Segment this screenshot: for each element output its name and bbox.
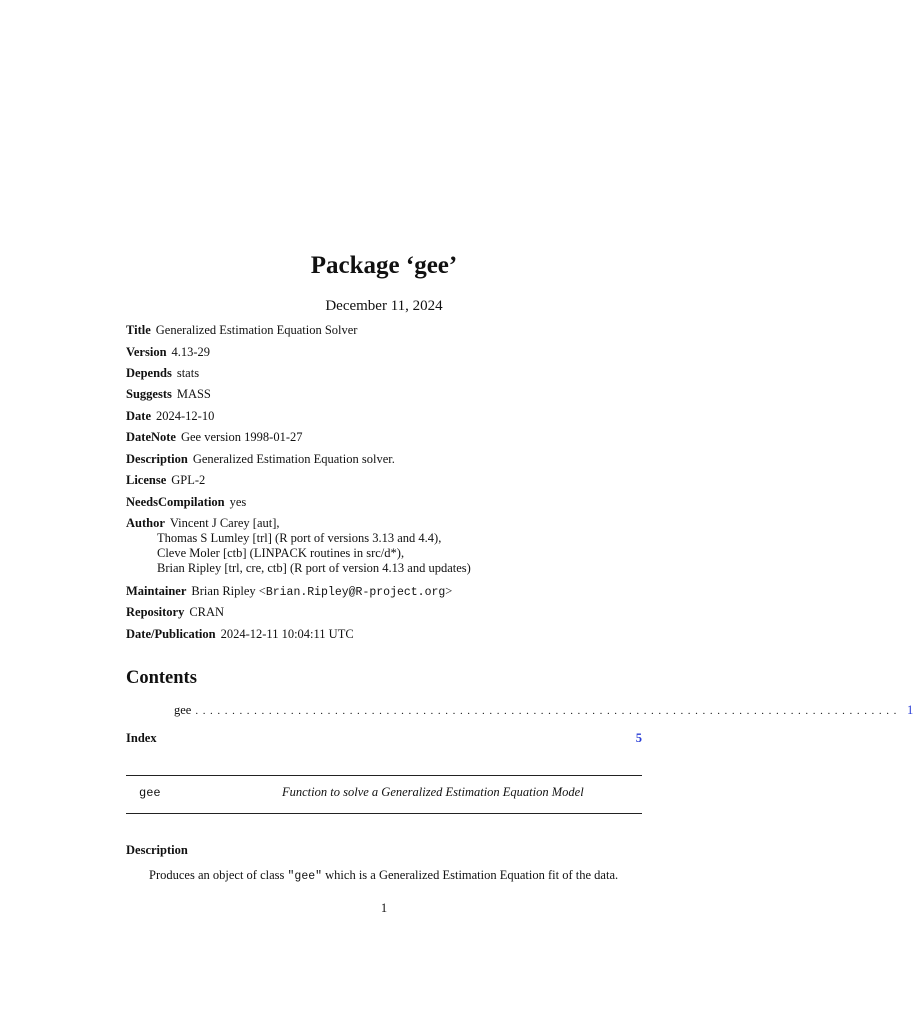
field-key: Author — [126, 516, 165, 530]
toc-leader-dots: ................................................................................................ — [195, 705, 901, 717]
field-key: Suggests — [126, 387, 172, 401]
field-key: Description — [126, 452, 188, 466]
toc-page-link[interactable]: 1 — [906, 703, 913, 717]
description-text: Produces an object of class — [149, 868, 288, 882]
contents-heading: Contents — [126, 668, 197, 688]
field-license — [126, 472, 205, 488]
field-key: Title — [126, 323, 151, 337]
topic-rule-top — [126, 775, 642, 776]
field-datenote — [126, 429, 302, 445]
field-value: Vincent J Carey [aut], — [169, 516, 280, 530]
topic-name: gee — [139, 786, 161, 800]
package-title: Package ‘gee’ — [310, 252, 458, 279]
field-value: 2024-12-11 10:04:11 UTC — [220, 627, 354, 641]
author-line: Thomas S Lumley [trl] (R port of versions 3.13 and 4.4), — [157, 531, 442, 545]
field-value: Generalized Estimation Equation Solver — [155, 323, 358, 337]
description-paragraph — [149, 867, 618, 885]
field-value: 4.13-29 — [171, 345, 211, 359]
field-value: GPL-2 — [171, 473, 206, 487]
field-value: CRAN — [189, 605, 225, 619]
class-code: "gee" — [287, 870, 323, 883]
field-key: License — [126, 473, 167, 487]
field-description — [126, 451, 395, 467]
topic-title: Function to solve a Generalized Estimation Equation Model — [282, 785, 584, 799]
package-date: December 11, 2024 — [325, 298, 443, 314]
field-date — [126, 408, 214, 424]
email-close-bracket: > — [445, 584, 453, 598]
email-open-bracket: < — [258, 584, 266, 598]
maintainer-email[interactable]: Brian.Ripley@R-project.org — [265, 586, 446, 599]
field-key: Repository — [126, 605, 185, 619]
field-author — [126, 515, 280, 531]
field-title — [126, 322, 357, 338]
author-line: Cleve Moler [ctb] (LINPACK routines in src/d*), — [157, 546, 405, 560]
page-number: 1 — [380, 901, 388, 915]
field-key: DateNote — [126, 430, 176, 444]
author-line: Brian Ripley [trl, cre, ctb] (R port of version 4.13 and updates) — [157, 561, 471, 575]
toc-index-page-link[interactable]: 5 — [635, 731, 642, 745]
toc-index[interactable] — [126, 730, 642, 746]
field-maintainer — [126, 583, 452, 601]
field-publication — [126, 626, 354, 642]
toc-label[interactable]: gee — [174, 703, 192, 717]
field-value: MASS — [176, 387, 211, 401]
field-key: Maintainer — [126, 584, 187, 598]
field-version — [126, 344, 210, 360]
field-value: Generalized Estimation Equation solver. — [192, 452, 395, 466]
maintainer-name: Brian Ripley — [191, 584, 256, 598]
field-repository — [126, 604, 224, 620]
field-key: Depends — [126, 366, 172, 380]
section-heading: Description — [126, 843, 188, 857]
field-key: Version — [126, 345, 167, 359]
toc-index-label[interactable]: Index — [126, 731, 157, 745]
description-text: which is a Generalized Estimation Equation fit of the data. — [322, 868, 619, 882]
field-value: stats — [176, 366, 200, 380]
field-needscompilation — [126, 494, 246, 510]
field-value: 2024-12-10 — [156, 409, 215, 423]
field-suggests — [126, 386, 211, 402]
field-key: NeedsCompilation — [126, 495, 225, 509]
toc-item-gee[interactable] — [174, 702, 913, 719]
field-value: yes — [229, 495, 247, 509]
field-value: Gee version 1998-01-27 — [180, 430, 303, 444]
field-depends — [126, 365, 199, 381]
field-key: Date — [126, 409, 151, 423]
topic-rule-bottom — [126, 813, 642, 814]
field-key: Date/Publication — [126, 627, 216, 641]
